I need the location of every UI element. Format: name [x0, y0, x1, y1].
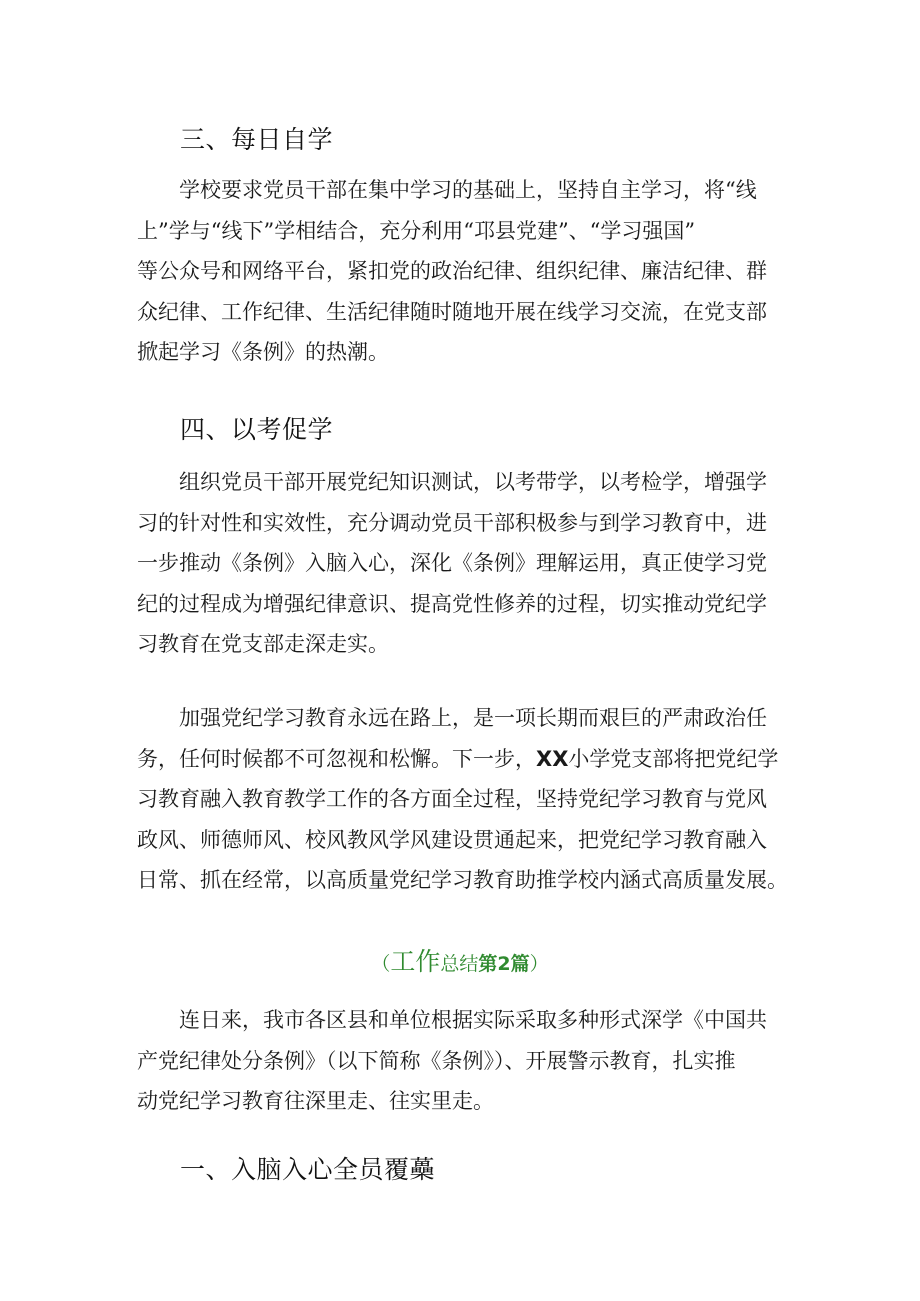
paragraph-line: 产党纪律处分条例》（以下简称《条例》）、开展警示教育，扎实推	[137, 1048, 736, 1073]
paragraph-line: 加强党纪学习教育永远在路上，是一项长期而艰巨的严肃政治任	[179, 706, 767, 730]
school-placeholder: XX	[536, 746, 569, 771]
section-heading-4: 四、以考促学	[180, 415, 334, 444]
paragraph-line: 习教育融入教育教学工作的各方面全过程，坚持党纪学习教育与党风	[137, 787, 767, 811]
paragraph-line: 连日来，我市各区县和单位根据实际采取多种形式深学《中国共	[179, 1008, 767, 1032]
section-3-paragraph	[137, 170, 797, 373]
section-4-paragraph	[137, 462, 797, 665]
paragraph-line: 习的针对性和实效性，充分调动党员干部积极参与到学习教育中，进	[137, 510, 767, 535]
paragraph-line: 一步推动《条例》入脑入心，深化《条例》理解运用，真正使学习党	[137, 551, 767, 575]
paragraph-line: 纪的过程成为增强纪律意识、提高党性修养的过程，切实推动党纪学	[137, 591, 767, 616]
paragraph-line: 学校要求党员干部在集中学习的基础上，坚持自主学习，将“线	[179, 178, 757, 202]
subtitle-open-paren: （	[371, 953, 391, 975]
paragraph-line: 组织党员干部开展党纪知识测试，以考带学，以考检学，增强学	[179, 470, 767, 494]
section-heading-3: 三、每日自学	[180, 125, 334, 154]
subtitle-number: 第2篇	[478, 953, 530, 975]
paragraph-line: 习教育在党支部走深走实。	[137, 632, 389, 656]
line-segment: 小学党支部将把党纪学	[568, 746, 779, 771]
subtitle-summary: 总结	[440, 953, 479, 975]
subtitle-work: 工作	[390, 947, 441, 976]
paragraph-line: 动党纪学习教育往深里走、往实里走。	[137, 1089, 494, 1113]
paragraph-line: 政风、师德师风、校风教风学风建设贯通起来，把党纪学习教育融入	[137, 827, 767, 852]
paragraph-line: 掀起学习《条例》的热潮。	[137, 340, 389, 364]
subtitle-close-paren: ）	[529, 953, 549, 975]
paragraph-line	[95, 739, 797, 780]
paragraph-line: 上”学与“线下”学相结合，充分利用“邛县党建”、“学习强国”	[137, 218, 696, 243]
closing-paragraph	[137, 698, 797, 901]
article-subtitle	[0, 942, 920, 978]
paragraph-line: 等公众号和网络平台，紧扣党的政治纪律、组织纪律、廉洁纪律、群	[137, 259, 767, 283]
paragraph-line: 日常、抓在经常，以高质量党纪学习教育助推学校内涵式高质量发展。	[137, 868, 788, 892]
part2-section-heading-1: 一、入脑入心全员覆蘽	[180, 1155, 436, 1184]
part2-intro-paragraph	[137, 1000, 797, 1122]
paragraph-line: 众纪律、工作纪律、生活纪律随时随地开展在线学习交流，在党支部	[137, 299, 767, 324]
line-segment: 务，任何时候都不可忽视和松懈。下一步，	[137, 746, 536, 771]
